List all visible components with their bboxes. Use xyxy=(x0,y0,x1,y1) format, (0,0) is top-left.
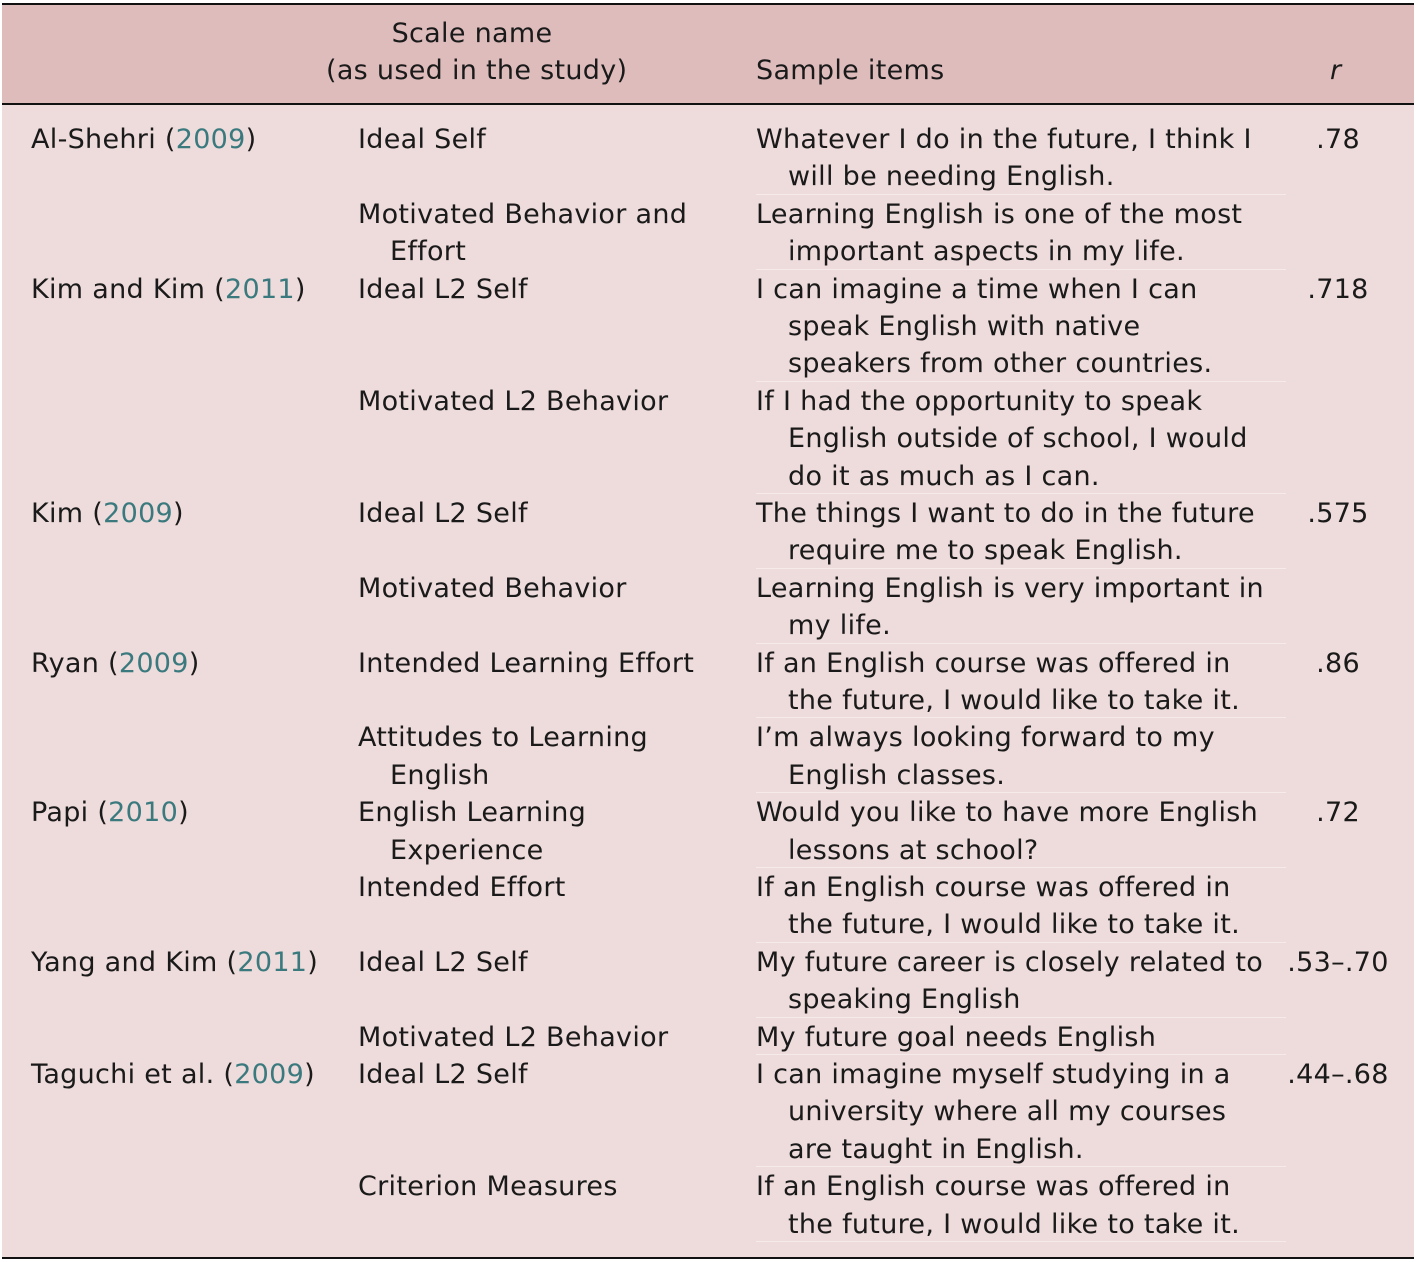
sample-item xyxy=(756,383,1248,495)
sample-item-line: require me to speak English. xyxy=(788,535,1183,567)
author-name: Kim and Kim ( xyxy=(31,273,225,305)
study-author xyxy=(31,121,256,158)
reliability-value: .78 xyxy=(1316,124,1360,155)
header-r: r xyxy=(1330,55,1342,86)
sample-item-line: If an English course was offered in xyxy=(756,647,1231,679)
sample-item-line: English classes. xyxy=(788,759,1006,791)
scale-name xyxy=(358,1168,618,1205)
scale-name-line: Ideal L2 Self xyxy=(358,498,528,529)
sample-item-line: I’m always looking forward to my xyxy=(756,722,1215,754)
sample-item-line: important aspects in my life. xyxy=(788,236,1185,268)
sample-item-line: Learning English is one of the most xyxy=(756,198,1243,230)
sample-item-line: are taught in English. xyxy=(788,1133,1084,1165)
scale-name xyxy=(358,719,648,794)
sample-item-line: I can imagine a time when I can xyxy=(756,273,1198,305)
author-close-paren: ) xyxy=(188,647,200,679)
row-separator xyxy=(756,867,1286,868)
scale-name xyxy=(358,869,566,906)
scale-name xyxy=(358,495,528,532)
table-header xyxy=(2,5,1414,105)
reliability-value: .72 xyxy=(1316,797,1360,829)
sample-item-line: If an English course was offered in xyxy=(756,1171,1231,1203)
citation-year-link[interactable]: 2010 xyxy=(108,797,179,829)
scale-name-line: Intended Effort xyxy=(358,872,566,903)
sample-item-line: The things I want to do in the future xyxy=(756,498,1255,529)
sample-item-line: lessons at school? xyxy=(788,834,1039,866)
scale-name-line: Experience xyxy=(390,834,544,866)
sample-item-line: Learning English is very important in xyxy=(756,572,1264,604)
sample-item xyxy=(756,1019,1156,1056)
studies-table xyxy=(2,3,1414,1259)
row-separator xyxy=(756,643,1286,644)
author-close-paren: ) xyxy=(245,124,257,155)
sample-item xyxy=(756,121,1252,196)
reliability-value: .44–.68 xyxy=(1287,1059,1389,1090)
author-name: Kim ( xyxy=(31,498,104,529)
sample-item xyxy=(756,196,1242,271)
scale-name-line: English xyxy=(390,759,490,791)
author-name: Al-Shehri ( xyxy=(31,124,176,155)
sample-item-line: will be needing English. xyxy=(788,161,1115,193)
author-close-paren: ) xyxy=(178,797,189,829)
author-name: Ryan ( xyxy=(31,647,119,679)
sample-item xyxy=(756,1056,1231,1168)
sample-item xyxy=(756,495,1255,570)
scale-name xyxy=(358,1019,668,1056)
author-name: Taguchi et al. ( xyxy=(31,1059,235,1090)
header-scale-line1: Scale name xyxy=(391,18,553,49)
row-separator xyxy=(756,493,1286,494)
sample-item-line: If I had the opportunity to speak xyxy=(756,385,1203,417)
sample-item-line: I can imagine myself studying in a xyxy=(756,1059,1231,1090)
scale-name xyxy=(358,645,694,682)
sample-item-line: speakers from other countries. xyxy=(788,348,1213,380)
row-separator xyxy=(756,269,1286,270)
sample-item-line: do it as much as I can. xyxy=(788,460,1100,492)
sample-item xyxy=(756,645,1240,720)
citation-year-link[interactable]: 2009 xyxy=(175,124,246,155)
scale-name xyxy=(358,794,586,869)
scale-name xyxy=(358,121,486,158)
scale-name-line: Motivated L2 Behavior xyxy=(358,385,669,417)
sample-item xyxy=(756,869,1240,944)
citation-year-link[interactable]: 2011 xyxy=(225,273,295,305)
study-author xyxy=(31,1056,315,1093)
row-separator xyxy=(756,194,1286,195)
sample-item xyxy=(756,570,1264,645)
citation-year-link[interactable]: 2009 xyxy=(103,498,174,529)
scale-name-line: English Learning xyxy=(358,797,587,829)
sample-item-line: If an English course was offered in xyxy=(756,872,1231,903)
study-author xyxy=(31,944,318,981)
study-author xyxy=(31,794,189,831)
reliability-value: .718 xyxy=(1307,273,1369,305)
scale-name-line: Attitudes to Learning xyxy=(358,722,648,754)
row-separator xyxy=(756,1054,1286,1055)
scale-name-line: Ideal L2 Self xyxy=(358,946,528,978)
row-separator xyxy=(756,381,1286,382)
sample-item-line: the future, I would like to take it. xyxy=(788,909,1241,941)
scale-name-line: Ideal L2 Self xyxy=(358,273,528,305)
scale-name-line: Criterion Measures xyxy=(358,1171,618,1203)
sample-item xyxy=(756,1168,1240,1243)
study-author xyxy=(31,495,184,532)
sample-item-line: Would you like to have more English xyxy=(756,797,1259,829)
header-scale-name xyxy=(326,15,628,90)
scale-name xyxy=(358,944,528,981)
scale-name xyxy=(358,570,627,607)
row-separator xyxy=(756,717,1286,718)
sample-item xyxy=(756,271,1212,383)
scale-name-line: Motivated Behavior xyxy=(358,572,627,604)
author-close-paren: ) xyxy=(173,498,184,529)
study-author xyxy=(31,645,200,682)
scale-name-line: Ideal Self xyxy=(358,124,487,155)
sample-item-line: My future career is closely related to xyxy=(756,946,1264,978)
header-scale-line2: (as used in the study) xyxy=(326,55,628,87)
author-close-paren: ) xyxy=(304,1059,315,1090)
sample-item-line: the future, I would like to take it. xyxy=(788,685,1241,716)
sample-item-line: my life. xyxy=(788,610,891,642)
sample-item-line: English outside of school, I would xyxy=(788,423,1248,455)
author-name: Yang and Kim ( xyxy=(31,946,238,978)
citation-year-link[interactable]: 2009 xyxy=(118,647,189,679)
row-separator xyxy=(756,1166,1286,1167)
sample-item-line: the future, I would like to take it. xyxy=(788,1208,1241,1240)
author-name: Papi ( xyxy=(31,797,109,829)
scale-name xyxy=(358,271,528,308)
row-separator xyxy=(756,568,1286,569)
row-separator xyxy=(756,1241,1286,1242)
scale-name-line: Effort xyxy=(390,236,467,268)
sample-item xyxy=(756,944,1263,1019)
scale-name xyxy=(358,383,668,420)
sample-item xyxy=(756,794,1258,869)
study-author xyxy=(31,271,306,308)
citation-year-link[interactable]: 2011 xyxy=(237,946,308,978)
scale-name xyxy=(358,196,687,271)
reliability-value: .86 xyxy=(1316,647,1360,679)
row-separator xyxy=(756,792,1286,793)
sample-item-line: speaking English xyxy=(788,984,1021,1016)
scale-name-line: Motivated Behavior and xyxy=(358,198,688,230)
reliability-value: .575 xyxy=(1307,498,1369,529)
header-sample-items: Sample items xyxy=(756,55,945,86)
scale-name-line: Intended Learning Effort xyxy=(358,647,695,679)
sample-item-line: speak English with native xyxy=(788,311,1141,342)
scale-name-line: Ideal L2 Self xyxy=(358,1059,528,1090)
author-close-paren: ) xyxy=(294,273,306,305)
reliability-value: .53–.70 xyxy=(1287,946,1389,978)
row-separator xyxy=(756,942,1286,943)
sample-item xyxy=(756,719,1215,794)
row-separator xyxy=(756,1017,1286,1018)
sample-item-line: Whatever I do in the future, I think I xyxy=(756,124,1252,155)
author-close-paren: ) xyxy=(307,946,319,978)
sample-item-line: My future goal needs English xyxy=(756,1021,1157,1053)
scale-name xyxy=(358,1056,528,1093)
scale-name-line: Motivated L2 Behavior xyxy=(358,1021,669,1053)
citation-year-link[interactable]: 2009 xyxy=(234,1059,305,1090)
sample-item-line: university where all my courses xyxy=(788,1096,1227,1128)
